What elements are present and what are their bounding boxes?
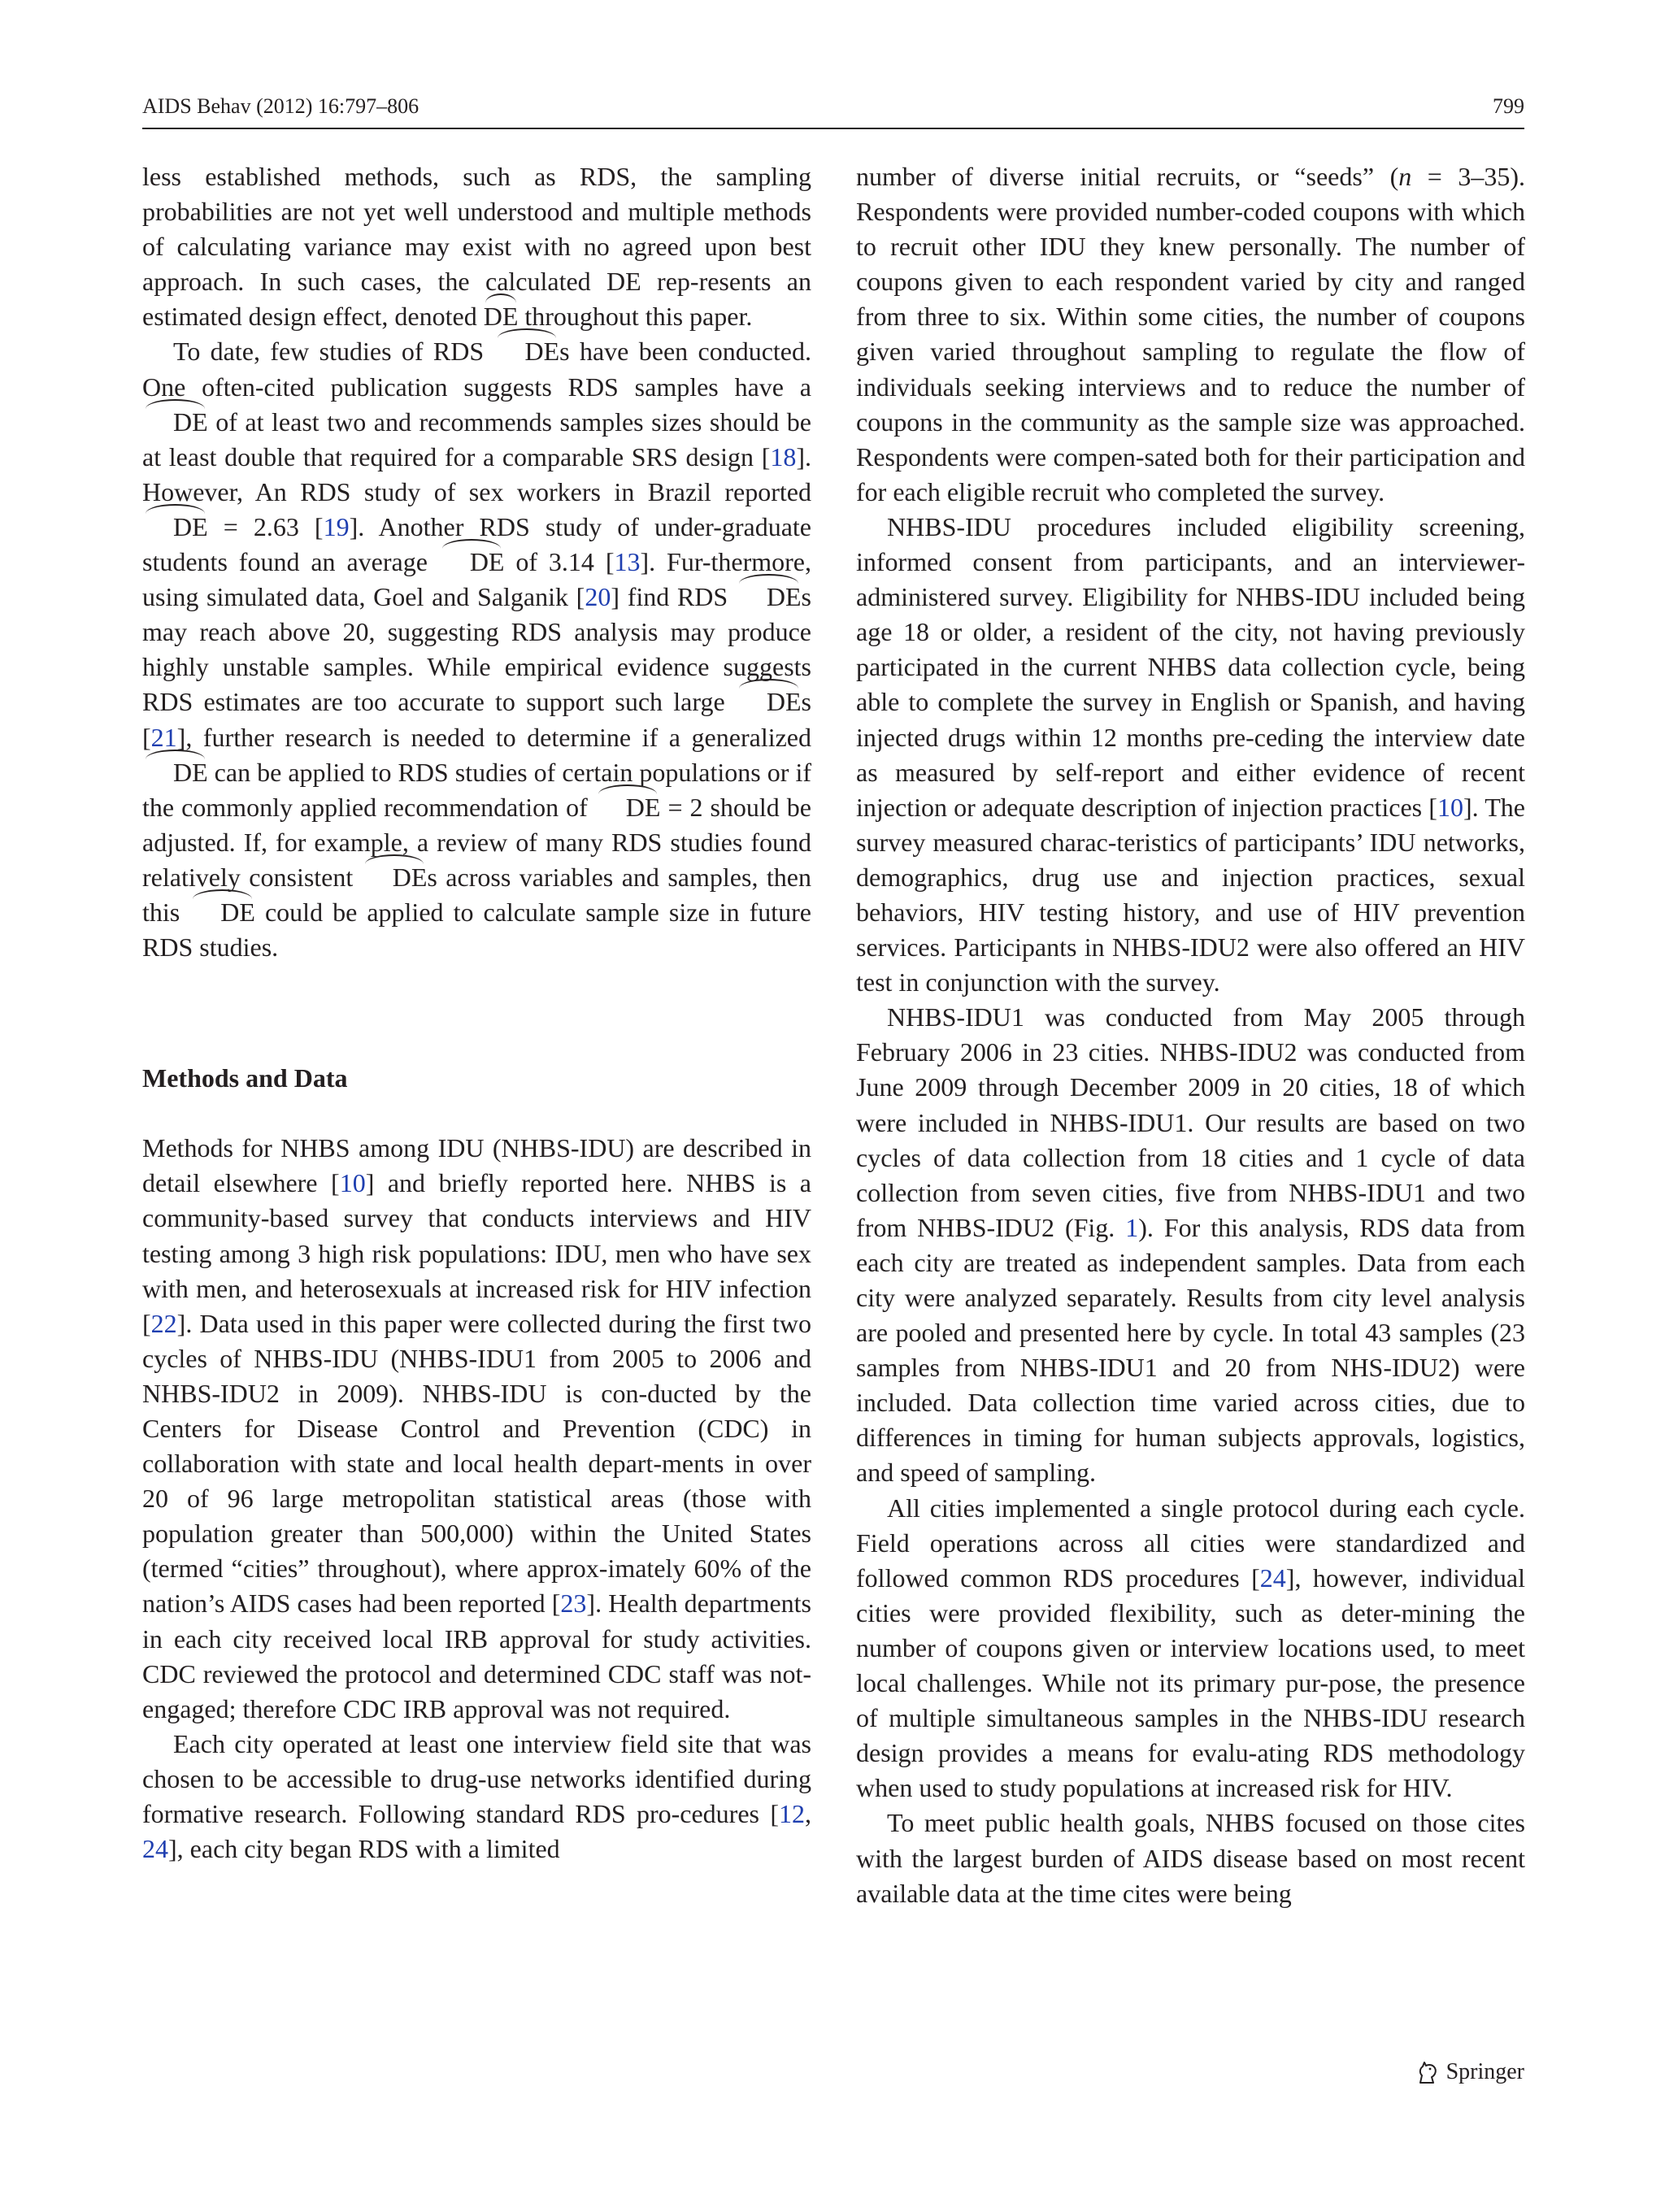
de-hat-symbol: DE bbox=[736, 584, 802, 610]
de-hat-symbol: DE bbox=[736, 689, 802, 715]
springer-horse-icon bbox=[1415, 2059, 1440, 2085]
journal-citation: AIDS Behav (2012) 16:797–806 bbox=[142, 94, 420, 118]
de-hat-symbol: DE bbox=[362, 864, 428, 890]
paragraph: NHBS-IDU procedures included eligibility screening, informed consent from participants, and an interviewer-administered survey. Eligibility for NHBS-IDU included being age 18 or older, a resident of the city, not having previously participated in the current NHBS data collection cycle, being able to complete the survey in English or Spanish, and having injected drugs within 12 months pre-ceding the interview date as measured by self-report and either evidence of recent injection or adequate description of injection practices [10]. The survey measured charac-teristics of participants’ IDU networks, demographics, drug use and injection practices, sexual behaviors, HIV testing history, and use of HIV prevention services. Participants in NHBS-IDU2 were also offered an HIV test in conjunction with the survey. bbox=[856, 511, 1526, 997]
section-heading: Methods and Data bbox=[142, 1063, 348, 1093]
citation-link[interactable]: 22 bbox=[150, 1308, 177, 1338]
citation-link[interactable]: 13 bbox=[614, 547, 641, 577]
de-hat-symbol: DE bbox=[483, 302, 519, 332]
left-column bbox=[142, 159, 811, 1867]
citation-link[interactable]: 20 bbox=[585, 582, 611, 612]
citation-link[interactable]: 12 bbox=[779, 1799, 805, 1829]
section-spacer bbox=[142, 1096, 811, 1131]
paragraph: To meet public health goals, NHBS focused on those cites with the largest burden of AIDS disease based on most recent available data at the time cites were being bbox=[856, 1808, 1525, 1908]
paragraph: NHBS-IDU1 was conducted from May 2005 through February 2006 in 23 cities. NHBS-IDU2 was conducted from June 2009 through December 2009 in 20 cities, 18 of which were included in NHBS-IDU1. Our results are based on two cycles of data collection from 18 cities and 1 cycle of data collection from seven cities, five from NHBS-IDU1 and two from NHBS-IDU2 (Fig. 1). For this analysis, RDS data from each city are treated as independent samples. Data from each city were analyzed separately. Results from city level analysis are pooled and presented here by cycle. In total 43 samples (23 samples from NHBS-IDU1 and 20 from NHS-IDU2) were included. Data collection time varied across cities, due to differences in timing for human subjects approvals, logistics, and speed of sampling. bbox=[856, 1002, 1526, 1488]
paragraph: Each city operated at least one interview field site that was chosen to be accessible to drug-use networks identified during formative research. Following standard RDS pro-cedures [12, 24], each city began RDS with a limited bbox=[142, 1728, 811, 1864]
section-spacer bbox=[142, 965, 811, 1061]
paragraph: less established methods, such as RDS, the sampling probabilities are not yet well understood and multiple methods of calculating variance may exist with no agreed upon best approach. In such cases, the calculated DE rep-resents an estimated design effect, denoted DE throughout this paper. bbox=[142, 162, 811, 332]
citation-link[interactable]: 18 bbox=[770, 441, 797, 472]
paragraph: All cities implemented a single protocol during each cycle. Field operations across all cities were standardized and followed common RDS procedures [24], however, individual cities were provided flexibility, such as deter-mining the number of coupons given or interview locations used, to meet local challenges. While not its primary pur-pose, the presence of multiple simultaneous samples in the NHBS-IDU research design provides a means for evalu-ating RDS methodology when used to study populations at increased risk for HIV. bbox=[856, 1493, 1525, 1803]
citation-link[interactable]: 24 bbox=[1259, 1562, 1286, 1593]
publisher-name: Springer bbox=[1445, 2059, 1524, 2084]
paragraph: To date, few studies of RDS DEs have been conducted. One often-cited publication suggests RDS samples have a DE of at least two and recommends samples sizes should be at least double that required for a comparable SRS design [18]. However, An RDS study of sex workers in Brazil reported DE = 2.63 [19]. Another RDS study of under-graduate students found an average DE of 3.14 [13]. Fur-thermore, using simulated data, Goel and Salganik [20] find RDS DEs may reach above 20, suggesting RDS analysis may produce highly unstable samples. While empirical evidence suggests RDS estimates are too accurate to support such large DEs [21], further research is needed to determine if a generalized DE can be applied to RDS studies of certain populations or if the commonly applied recommendation of DE = 2 should be adjusted. If, for example, a review of many RDS studies found relatively consistent DEs across variables and samples, then this DE could be applied to calculate sample size in future RDS studies. bbox=[142, 337, 812, 963]
citation-link[interactable]: 21 bbox=[150, 722, 177, 752]
citation-link[interactable]: 19 bbox=[323, 511, 350, 541]
citation-link[interactable]: 24 bbox=[142, 1834, 168, 1864]
de-hat-symbol: DE bbox=[142, 514, 208, 540]
de-hat-symbol: DE bbox=[439, 549, 505, 575]
citation-link[interactable]: 10 bbox=[1437, 792, 1463, 822]
de-hat-symbol: DE bbox=[189, 899, 255, 925]
de-hat-symbol: DE bbox=[595, 794, 661, 820]
publisher-footer bbox=[1415, 2059, 1524, 2085]
citation-link[interactable]: 10 bbox=[339, 1168, 366, 1198]
de-hat-symbol: DE bbox=[494, 338, 560, 364]
paragraph: Methods for NHBS among IDU (NHBS-IDU) are described in detail elsewhere [10] and briefly reported here. NHBS is a community-based survey that conducts interviews and HIV testing among 3 high risk populations: IDU, men who have sex with men, and heterosexuals at increased risk for HIV infection [22]. Data used in this paper were collected during the first two cycles of NHBS-IDU (NHBS-IDU1 from 2005 to 2006 and NHBS-IDU2 in 2009). NHBS-IDU is con-ducted by the Centers for Disease Control and Prevention (CDC) in collaboration with state and local health depart-ments in over 20 of 96 large metropolitan statistical areas (those with population greater than 500,000) within the United States (termed “cities” throughout), where approx-imately 60% of the nation’s AIDS cases had been reported [23]. Health departments in each city received local IRB approval for study activities. CDC reviewed the protocol and determined CDC staff was not-engaged; therefore CDC IRB approval was not required. bbox=[142, 1133, 812, 1723]
page-number: 799 bbox=[1493, 94, 1524, 118]
running-header bbox=[142, 88, 1524, 128]
citation-link[interactable]: 23 bbox=[560, 1588, 587, 1619]
de-hat-symbol: DE bbox=[142, 759, 208, 785]
de-hat-symbol: DE bbox=[142, 409, 208, 435]
right-column bbox=[856, 159, 1525, 1911]
paragraph: number of diverse initial recruits, or “seeds” (n = 3–35). Respondents were provided number-coded coupons with which to recruit other IDU they knew personally. The number of coupons given to each respondent varied by city and ranged from three to six. Within some cities, the number of coupons given varied throughout sampling to regulate the flow of individuals seeking interviews and to reduce the number of coupons in the community as the sample size was approached. Respondents were compen-sated both for their participation and for each eligible recruit who completed the survey. bbox=[856, 162, 1526, 506]
header-rule bbox=[142, 128, 1524, 129]
figure-link[interactable]: 1 bbox=[1125, 1212, 1139, 1242]
